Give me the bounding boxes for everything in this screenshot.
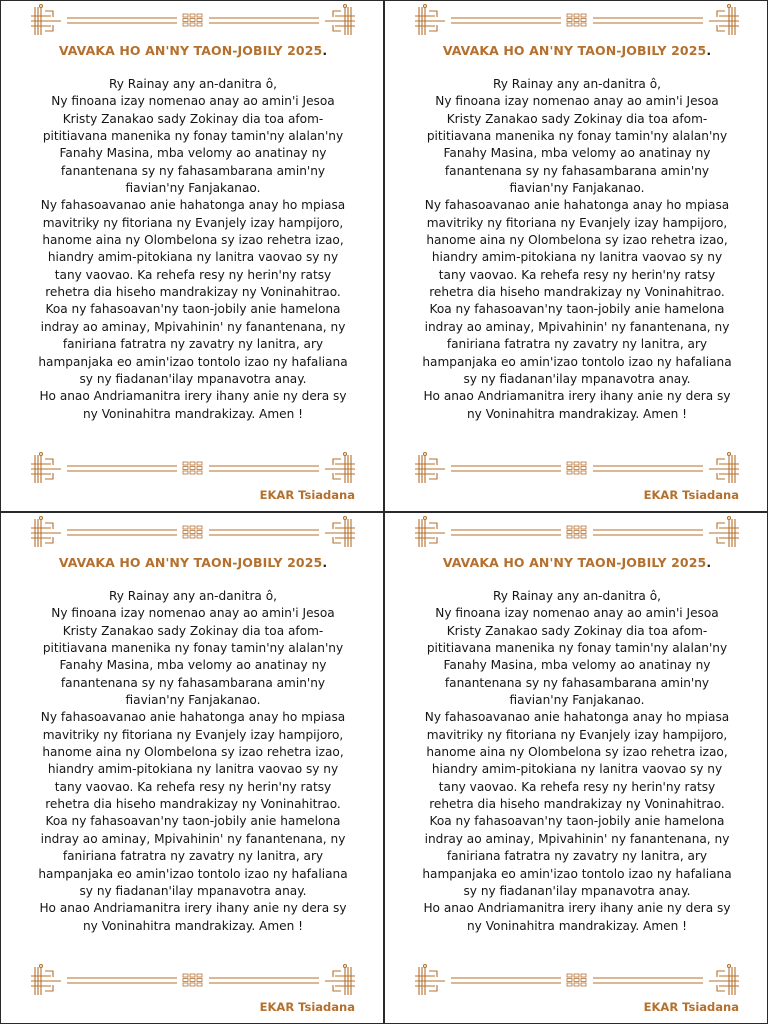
ornament-top-icon bbox=[415, 3, 739, 39]
prayer-line: Fanahy Masina, mba velomy ao anatinay ny bbox=[59, 658, 327, 673]
prayer-line: sy ny fiadanan'ilay mpanavotra anay. bbox=[463, 371, 691, 386]
prayer-line: Ry Rainay any an-danitra ô, bbox=[493, 589, 661, 603]
prayer-line: fanantenana sy ny fahasambarana amin'ny bbox=[444, 163, 710, 178]
prayer-line: fanantenana sy ny fahasambarana amin'ny bbox=[60, 675, 326, 690]
prayer-line: fiavian'ny Fanjakanao. bbox=[509, 693, 645, 708]
prayer-line: Ny finoana izay nomenao anay ao amin'i Jesoa bbox=[51, 606, 335, 621]
prayer-line: mavitriky ny fitoriana ny Evanjely izay hampijoro, bbox=[42, 727, 344, 742]
prayer-line: ny Voninahitra mandrakizay. Amen ! bbox=[82, 918, 304, 933]
prayer-line: hanome aina ny Olombelona sy izao rehetra izao, bbox=[426, 233, 728, 248]
prayer-line: Ho anao Andriamanitra irery ihany anie ny dera sy bbox=[39, 901, 347, 916]
prayer-line: Ny fahasoavanao anie hahatonga anay ho mpiasa bbox=[40, 198, 346, 213]
prayer-card-4 bbox=[384, 512, 768, 1024]
ornament-bottom-icon bbox=[415, 963, 739, 999]
prayer-line: pititiavana manenika ny fonay tamin'ny alalan'ny bbox=[426, 641, 728, 656]
prayer-line: faniriana fatratra ny zavatry ny lanitra, ary bbox=[62, 849, 324, 864]
prayer-line: tany vaovao. Ka rehefa resy ny herin'ny ratsy bbox=[54, 267, 332, 282]
prayer-line: Fanahy Masina, mba velomy ao anatinay ny bbox=[443, 146, 711, 161]
prayer-line: mavitriky ny fitoriana ny Evanjely izay hampijoro, bbox=[426, 727, 728, 742]
prayer-line: hampanjaka eo amin'izao tontolo izao ny hafaliana bbox=[422, 866, 732, 881]
ornament-top-icon bbox=[415, 515, 739, 551]
prayer-line: Ny fahasoavanao anie hahatonga anay ho mpiasa bbox=[424, 710, 730, 725]
prayer-card-1 bbox=[0, 0, 384, 512]
prayer-title: VAVAKA HO AN'NY TAON-JOBILY 2025. bbox=[58, 555, 328, 570]
prayer-line: hanome aina ny Olombelona sy izao rehetra izao, bbox=[426, 745, 728, 760]
prayer-line: Koa ny fahasoavan'ny taon-jobily anie hamelona bbox=[45, 302, 341, 317]
prayer-line: Ny finoana izay nomenao anay ao amin'i Jesoa bbox=[435, 94, 719, 109]
prayer-line: Ry Rainay any an-danitra ô, bbox=[109, 589, 277, 603]
prayer-line: hiandry amim-pitokiana ny lanitra vaovao sy ny bbox=[47, 250, 339, 265]
prayer-title: VAVAKA HO AN'NY TAON-JOBILY 2025. bbox=[442, 43, 712, 58]
prayer-text bbox=[7, 588, 379, 935]
prayer-line: faniriana fatratra ny zavatry ny lanitra, ary bbox=[446, 337, 708, 352]
prayer-line: Ry Rainay any an-danitra ô, bbox=[109, 77, 277, 91]
prayer-line: fiavian'ny Fanjakanao. bbox=[509, 181, 645, 196]
prayer-line: Koa ny fahasoavan'ny taon-jobily anie hamelona bbox=[45, 814, 341, 829]
prayer-line: hiandry amim-pitokiana ny lanitra vaovao sy ny bbox=[431, 762, 723, 777]
prayer-title: VAVAKA HO AN'NY TAON-JOBILY 2025. bbox=[442, 555, 712, 570]
ornament-bottom-icon bbox=[31, 963, 355, 999]
prayer-line: rehetra dia hiseho mandrakizay ny Voninahitrao. bbox=[45, 285, 341, 300]
prayer-line: rehetra dia hiseho mandrakizay ny Voninahitrao. bbox=[429, 797, 725, 812]
prayer-line: indray ao aminay, Mpivahinin' ny fanantenana, ny bbox=[424, 831, 730, 846]
prayer-line: indray ao aminay, Mpivahinin' ny fanantenana, ny bbox=[40, 831, 346, 846]
ornament-bottom-icon bbox=[415, 451, 739, 487]
prayer-line: hanome aina ny Olombelona sy izao rehetra izao, bbox=[42, 233, 344, 248]
prayer-line: tany vaovao. Ka rehefa resy ny herin'ny ratsy bbox=[438, 779, 716, 794]
prayer-text bbox=[391, 76, 763, 423]
prayer-title: VAVAKA HO AN'NY TAON-JOBILY 2025. bbox=[58, 43, 328, 58]
prayer-line: hampanjaka eo amin'izao tontolo izao ny hafaliana bbox=[38, 354, 348, 369]
prayer-line: faniriana fatratra ny zavatry ny lanitra, ary bbox=[62, 337, 324, 352]
prayer-line: fanantenana sy ny fahasambarana amin'ny bbox=[60, 163, 326, 178]
prayer-line: ny Voninahitra mandrakizay. Amen ! bbox=[466, 406, 688, 421]
author-signature: EKAR Tsiadana bbox=[643, 488, 739, 502]
prayer-line: Ny fahasoavanao anie hahatonga anay ho mpiasa bbox=[40, 710, 346, 725]
prayer-line: Koa ny fahasoavan'ny taon-jobily anie hamelona bbox=[429, 302, 725, 317]
author-signature: EKAR Tsiadana bbox=[643, 1000, 739, 1014]
prayer-line: hampanjaka eo amin'izao tontolo izao ny hafaliana bbox=[422, 354, 732, 369]
ornament-top-icon bbox=[31, 515, 355, 551]
prayer-line: pititiavana manenika ny fonay tamin'ny alalan'ny bbox=[42, 641, 344, 656]
prayer-card-3 bbox=[0, 512, 384, 1024]
prayer-line: Fanahy Masina, mba velomy ao anatinay ny bbox=[443, 658, 711, 673]
prayer-card-2 bbox=[384, 0, 768, 512]
prayer-line: Kristy Zanakao sady Zokinay dia toa afom- bbox=[446, 111, 708, 126]
author-signature: EKAR Tsiadana bbox=[259, 1000, 355, 1014]
prayer-line: mavitriky ny fitoriana ny Evanjely izay hampijoro, bbox=[42, 215, 344, 230]
prayer-line: Fanahy Masina, mba velomy ao anatinay ny bbox=[59, 146, 327, 161]
prayer-line: Ny finoana izay nomenao anay ao amin'i Jesoa bbox=[435, 606, 719, 621]
prayer-line: Ho anao Andriamanitra irery ihany anie ny dera sy bbox=[39, 389, 347, 404]
prayer-line: indray ao aminay, Mpivahinin' ny fanantenana, ny bbox=[424, 319, 730, 334]
prayer-line: Ho anao Andriamanitra irery ihany anie ny dera sy bbox=[423, 901, 731, 916]
prayer-line: ny Voninahitra mandrakizay. Amen ! bbox=[82, 406, 304, 421]
prayer-line: fiavian'ny Fanjakanao. bbox=[125, 181, 261, 196]
prayer-line: hampanjaka eo amin'izao tontolo izao ny hafaliana bbox=[38, 866, 348, 881]
prayer-line: Ny fahasoavanao anie hahatonga anay ho mpiasa bbox=[424, 198, 730, 213]
prayer-line: hanome aina ny Olombelona sy izao rehetra izao, bbox=[42, 745, 344, 760]
prayer-line: rehetra dia hiseho mandrakizay ny Voninahitrao. bbox=[429, 285, 725, 300]
prayer-line: indray ao aminay, Mpivahinin' ny fanantenana, ny bbox=[40, 319, 346, 334]
prayer-line: mavitriky ny fitoriana ny Evanjely izay hampijoro, bbox=[426, 215, 728, 230]
prayer-line: fanantenana sy ny fahasambarana amin'ny bbox=[444, 675, 710, 690]
prayer-line: pititiavana manenika ny fonay tamin'ny alalan'ny bbox=[426, 129, 728, 144]
prayer-line: rehetra dia hiseho mandrakizay ny Voninahitrao. bbox=[45, 797, 341, 812]
prayer-text bbox=[7, 76, 379, 423]
prayer-line: tany vaovao. Ka rehefa resy ny herin'ny ratsy bbox=[54, 779, 332, 794]
prayer-line: Kristy Zanakao sady Zokinay dia toa afom- bbox=[62, 111, 324, 126]
ornament-top-icon bbox=[31, 3, 355, 39]
prayer-line: Ny finoana izay nomenao anay ao amin'i Jesoa bbox=[51, 94, 335, 109]
prayer-line: fiavian'ny Fanjakanao. bbox=[125, 693, 261, 708]
prayer-line: pititiavana manenika ny fonay tamin'ny alalan'ny bbox=[42, 129, 344, 144]
prayer-line: tany vaovao. Ka rehefa resy ny herin'ny ratsy bbox=[438, 267, 716, 282]
ornament-bottom-icon bbox=[31, 451, 355, 487]
prayer-line: Kristy Zanakao sady Zokinay dia toa afom- bbox=[62, 623, 324, 638]
prayer-line: sy ny fiadanan'ilay mpanavotra anay. bbox=[79, 883, 307, 898]
prayer-text bbox=[391, 588, 763, 935]
prayer-line: sy ny fiadanan'ilay mpanavotra anay. bbox=[463, 883, 691, 898]
prayer-line: hiandry amim-pitokiana ny lanitra vaovao sy ny bbox=[47, 762, 339, 777]
prayer-line: sy ny fiadanan'ilay mpanavotra anay. bbox=[79, 371, 307, 386]
prayer-line: faniriana fatratra ny zavatry ny lanitra, ary bbox=[446, 849, 708, 864]
prayer-line: ny Voninahitra mandrakizay. Amen ! bbox=[466, 918, 688, 933]
prayer-line: Ry Rainay any an-danitra ô, bbox=[493, 77, 661, 91]
author-signature: EKAR Tsiadana bbox=[259, 488, 355, 502]
prayer-line: Ho anao Andriamanitra irery ihany anie ny dera sy bbox=[423, 389, 731, 404]
prayer-line: hiandry amim-pitokiana ny lanitra vaovao sy ny bbox=[431, 250, 723, 265]
prayer-line: Koa ny fahasoavan'ny taon-jobily anie hamelona bbox=[429, 814, 725, 829]
prayer-line: Kristy Zanakao sady Zokinay dia toa afom- bbox=[446, 623, 708, 638]
